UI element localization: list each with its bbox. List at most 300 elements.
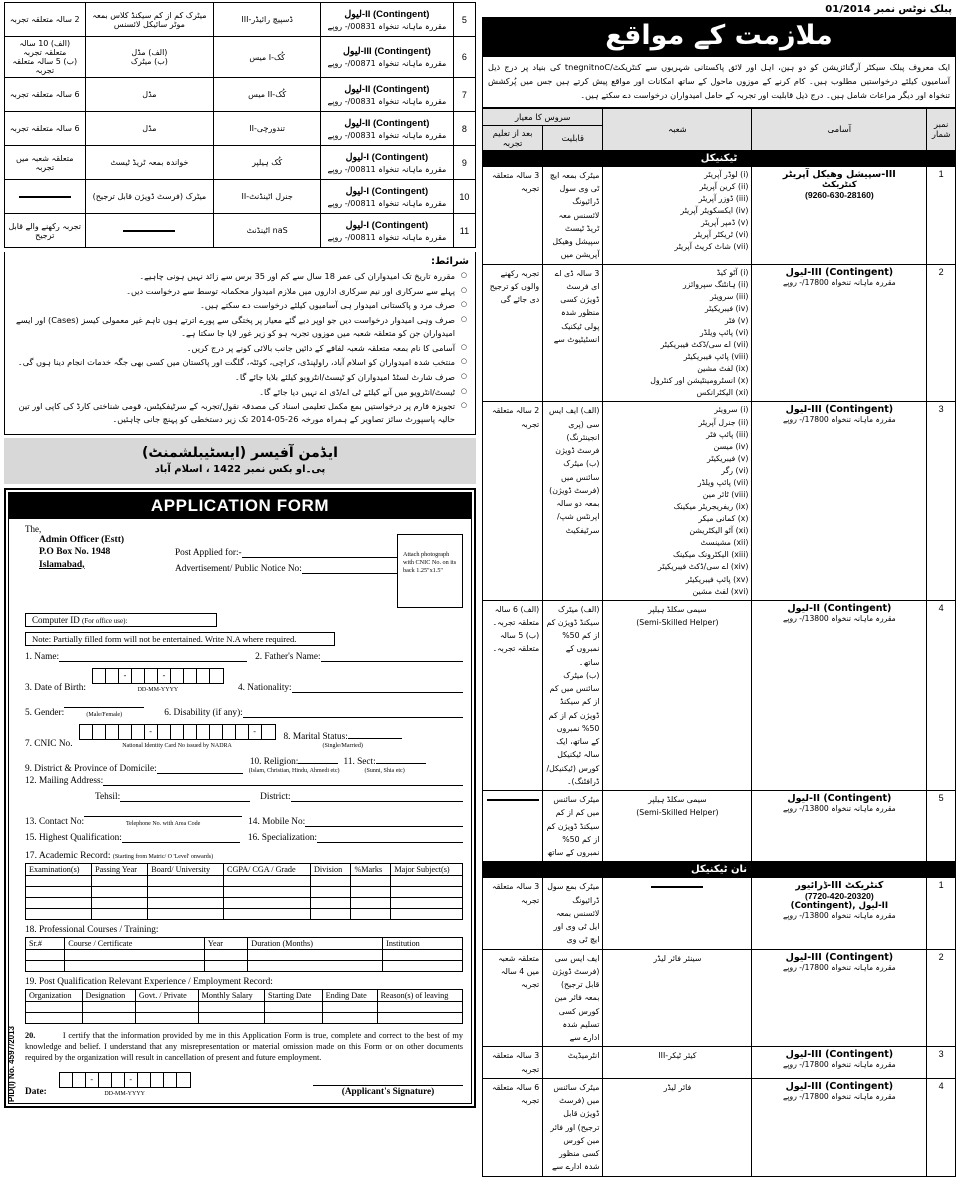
cell-level: لیول-I (Contingent) مقررہ ماہانہ تنخواہ 11800/- روپے: [320, 146, 453, 180]
employment-header-cell: Govt. / Private: [135, 989, 198, 1001]
cell-experience: 3 سالہ متعلقہ تجربہ: [483, 1047, 543, 1079]
academic-cell[interactable]: [351, 897, 391, 908]
post-sub-item: (v) فٹر: [724, 315, 749, 325]
cnic-label: 7. CNIC No.: [25, 738, 73, 749]
condition-item: ○ آسامی کا نام بمعہ متعلقہ شعبہ لفافے کے دائیں جانب بالائی کونے پر درج کریں۔: [11, 342, 469, 355]
cell-experience: متعلقہ شعبہ میں 4 سالہ تجربہ: [483, 949, 543, 1047]
employment-header-cell: Ending Date: [322, 989, 377, 1001]
gender-hint: (Male/Female): [86, 711, 123, 718]
cell-asami: لیول-II (Contingent) مقررہ ماہانہ تنخواہ 13800/- روپے: [752, 791, 927, 862]
course-cell[interactable]: [65, 949, 205, 960]
academic-header-cell: %Marks: [351, 863, 391, 875]
cell-sr: 5: [927, 791, 956, 862]
computer-id-field[interactable]: [25, 613, 217, 627]
table-row: [483, 791, 956, 862]
post-sub-item: (i) سرویئر: [714, 405, 749, 415]
post-sub-item: (i) لوڈر آپریٹر: [704, 169, 749, 179]
post-sub-item: (ix) ریفریجریٹر میکینک: [673, 502, 749, 512]
employment-cell[interactable]: [82, 1012, 135, 1023]
conditions-list: [11, 270, 469, 426]
post-sub-item: (v) ڈمپر آپریٹر: [701, 218, 749, 228]
date-label: Date:: [25, 1087, 47, 1098]
date-boxes[interactable]: - -: [59, 1072, 191, 1088]
academic-cell[interactable]: [224, 886, 311, 897]
post-sub-item: (xv) پائپ فیبریکیٹر: [685, 574, 749, 584]
post-sub-item: (ii) کرین آپریٹر: [699, 181, 749, 191]
cell-qualification: میٹرک (فرسٹ ڈویژن قابل ترجیح): [85, 180, 214, 214]
mailing-address-input[interactable]: [103, 777, 463, 786]
gender-input[interactable]: [64, 699, 144, 708]
course-cell[interactable]: [383, 949, 463, 960]
section-header-label: نان ٹیکنیکل: [483, 862, 956, 878]
academic-cell[interactable]: [310, 886, 350, 897]
addressee-line-2: P.O Box No. 1948: [39, 546, 111, 558]
employment-cell[interactable]: [265, 1001, 323, 1012]
post-sub-item: (vi) ٹریکٹر آپریٹر: [693, 230, 749, 240]
condition-item: ○ منتخب شدہ امیدواران کو اسلام آباد، راولپنڈی، کراچی، کوئٹہ، گلگت اور پاکستان میں کسی بھی جگہ خدمات انجام دینا ہوں گی۔: [11, 356, 469, 369]
sect-label: 11. Sect:: [343, 756, 376, 767]
conditions-section: [4, 252, 476, 435]
academic-row[interactable]: [26, 908, 463, 919]
computer-id-label: Computer ID: [32, 614, 80, 625]
pid-number: PID(I) No. 4597/2013: [7, 1026, 16, 1103]
specialization-input[interactable]: [317, 834, 463, 843]
tehsil-label: Tehsil:: [95, 791, 121, 802]
course-header-cell: Year: [204, 937, 247, 949]
post-sub-item: (xi) آٹو الیکٹریشن: [689, 526, 749, 536]
domicile-input[interactable]: [157, 765, 243, 774]
academic-cell[interactable]: [26, 897, 92, 908]
academic-cell[interactable]: [391, 875, 463, 886]
cell-level: لیول-II (Contingent) مقررہ ماہانہ تنخواہ 13800/- روپے: [320, 112, 453, 146]
cell-asami: لیول-II (Contingent) مقررہ ماہانہ تنخواہ 13800/- روپے: [752, 600, 927, 791]
academic-cell[interactable]: [92, 897, 148, 908]
employment-record-table: [25, 989, 463, 1024]
cell-qualification: (الف) میٹرک سیکنڈ ڈویژن کم از کم 50% نمبروں کے ساتھ۔ (ب) میٹرک سائنس میں کم از کم سیکنڈ ڈویژن کم از کم 50% نمبروں کے ساتھ، ایک سالہ ٹیکنیکل کورس (ٹیکنیکل/ڈرافٹنگ)۔: [543, 600, 603, 791]
post-sub-item: (iii) پائپ فٹر: [706, 429, 749, 439]
right-column: [480, 0, 960, 1182]
name-label: 1. Name:: [25, 651, 60, 662]
cell-level: لیول-III (Contingent) مقررہ ماہانہ تنخواہ 17800/- روپے: [320, 37, 453, 78]
cell-shuba: [603, 402, 752, 600]
employment-header-cell: Reason(s) of leaving: [377, 989, 462, 1001]
table-row: [483, 166, 956, 264]
posts-table: [482, 108, 956, 1177]
cell-shuba: فائر لیڈر: [603, 1078, 752, 1176]
cell-experience: 6 سالہ متعلقہ تجربہ: [5, 112, 86, 146]
cell-qualification: میٹرک کم از کم سیکنڈ کلاس بمعہ موٹر سائیکل لائسنس: [85, 3, 214, 37]
post-applied-input[interactable]: [242, 549, 397, 558]
form-note: [25, 632, 335, 646]
cell-sr: 4: [927, 600, 956, 791]
certification-text: I certify that the information provided by me in this Application Form is true, complete and correct to the best of my knowledge and belief. I understand that any misrepresentation or material omission made on this Form or on other documents required by the organization will result in cancellation of present and future employment.: [25, 1030, 464, 1063]
cell-post: ڈسپیچ رائیڈر-III: [214, 3, 321, 37]
cell-experience: 3 سالہ متعلقہ تجربہ: [483, 878, 543, 949]
domicile-label: 9. District & Province of Domicile:: [25, 763, 157, 774]
employment-header-cell: Designation: [82, 989, 135, 1001]
domicile-row: [25, 755, 463, 774]
condition-item: ○ پہلے سے سرکاری اور نیم سرکاری اداروں میں ملازم امیدوار محکمانہ توسط سے درخواست دیں۔: [11, 285, 469, 298]
cell-sr: 11: [453, 214, 475, 248]
academic-cell[interactable]: [224, 875, 311, 886]
header-experience: بعد از تعلیم تجربہ: [483, 125, 543, 150]
post-sub-item: (xi) الیکٹرانکس: [696, 388, 749, 398]
post-sub-item: (iii) ڈوزر آپریٹر: [698, 193, 749, 203]
cell-sr: 8: [453, 112, 475, 146]
cell-experience: (الف) 6 سالہ متعلقہ تجربہ۔ (ب) 5 سالہ متعلقہ تجربہ۔: [483, 600, 543, 791]
certification-paragraph: [25, 1030, 463, 1064]
academic-row[interactable]: [26, 886, 463, 897]
cell-shuba: سیمی سکلڈ ہیلپر (Semi-Skilled Helper): [603, 600, 752, 791]
course-row[interactable]: [26, 949, 463, 960]
cell-qualification: خواندہ بمعہ ٹریڈ ٹیسٹ: [85, 146, 214, 180]
academic-cell[interactable]: [26, 908, 92, 919]
mailing-address-label: 12. Mailing Address:: [25, 775, 104, 786]
academic-cell[interactable]: [391, 886, 463, 897]
academic-record-label: 17. Academic Record:: [25, 849, 111, 861]
signatory-title: ایڈمن آفیسر (ایسٹیبلشمنٹ): [142, 444, 338, 461]
table-row: [483, 1078, 956, 1176]
cell-qualification: میٹرک بمعہ ایچ ٹی وی سول ڈرائیونگ لائسنس معہ ٹریڈ ٹیسٹ سپیشل وھیکل آپریشن میں: [543, 166, 603, 264]
mobile-input[interactable]: [305, 818, 463, 827]
cell-qualification: انٹرمیڈیٹ: [543, 1047, 603, 1079]
cell-qualification: (الف) ایف ایس سی (پری انجینئرنگ) فرسٹ ڈویژن (ب) میٹرک سائنس میں (فرسٹ ڈویژن) بمعہ دو سالہ اپرنٹس شپ/سرٹیفکیٹ: [543, 402, 603, 600]
tehsil-input[interactable]: [120, 793, 250, 802]
cell-sr: 7: [453, 78, 475, 112]
cell-sr: 2: [927, 264, 956, 402]
cell-experience: متعلقہ شعبہ میں تجربہ: [5, 146, 86, 180]
addressee-line-3: Islamabad,: [39, 558, 85, 570]
cell-post: تندورچی-II: [214, 112, 321, 146]
name-row: [25, 652, 463, 662]
course-cell[interactable]: [204, 949, 247, 960]
employment-header-cell: Starting Date: [265, 989, 323, 1001]
post-sub-item: (ix) لفٹ مشین: [697, 364, 749, 374]
specialization-label: 16. Specialization:: [247, 832, 318, 843]
intro-paragraph: ایک معروف پبلک سیکٹر آرگنائزیشن کو دو ہین، اہل اور لائق پاکستانی شہریوں سے کنٹریکٹ/Contingent کی بنیاد پر درج ذیل آسامیوں کیلئے درخواستیں مطلوب ہیں۔ کام کرنے کے موزوں ماحول کے ساتھ امکانات اور مواقع پیش کرتے ہیں جس میں پُرکشش تنخواہ اور دیگر مراعات شامل ہیں۔ درج ذیل قابلیت اور تجربہ کے حامل امیدواران درخواست دے سکتے ہیں۔: [482, 57, 956, 108]
public-notice-label: پبلک نوٹس نمبر: [874, 4, 952, 15]
public-notice-value: 01/2014: [825, 4, 871, 15]
photo-attach-box: Attach photograph with CNIC No. on its back 1.25"x1.5": [397, 534, 463, 608]
marital-input[interactable]: [348, 730, 402, 739]
course-cell[interactable]: [204, 960, 247, 971]
academic-header-cell: Major Subject(s): [391, 863, 463, 875]
employment-row[interactable]: [26, 1001, 463, 1012]
cell-qualification: مڈل: [85, 112, 214, 146]
application-form-title: APPLICATION FORM: [9, 493, 471, 519]
post-sub-item: (viii) ٹائر مین: [702, 489, 749, 499]
course-cell[interactable]: [248, 960, 383, 971]
cell-qualification: [85, 214, 214, 248]
employment-cell[interactable]: [135, 1001, 198, 1012]
post-sub-item: (vi) پائپ ویلڈر: [699, 327, 749, 337]
sect-hint: (Sunni, Shia etc): [364, 767, 405, 774]
academic-header-cell: Passing Year: [92, 863, 148, 875]
cell-post: کُک ہیلپر: [214, 146, 321, 180]
table-row: [5, 214, 476, 248]
cell-shuba: کیئر ٹیکر-III: [603, 1047, 752, 1079]
course-cell[interactable]: [65, 960, 205, 971]
dob-label: 3. Date of Birth:: [25, 682, 86, 693]
cnic-boxes[interactable]: - -: [79, 724, 276, 740]
academic-cell[interactable]: [310, 897, 350, 908]
header-asami: آسامی: [752, 108, 927, 150]
course-cell[interactable]: [26, 949, 65, 960]
application-form: [4, 488, 476, 1109]
father-name-input[interactable]: [321, 653, 463, 662]
cell-experience: 6 سالہ متعلقہ تجربہ: [483, 1078, 543, 1176]
cnic-hint: National Identity Card No issued by NADRA: [122, 742, 232, 749]
cell-asami: لیول-III (Contingent) مقررہ ماہانہ تنخواہ 17800/- روپے: [752, 264, 927, 402]
employment-cell[interactable]: [26, 1001, 83, 1012]
condition-item: ○ صرف مرد و پاکستانی امیدوار ہی آسامیوں کیلئے درخواست دے سکتے ہیں۔: [11, 299, 469, 312]
cell-experience: [5, 180, 86, 214]
religion-input[interactable]: [298, 755, 338, 764]
cell-sr: 2: [927, 949, 956, 1047]
course-header-cell: Course / Certificate: [65, 937, 205, 949]
course-header-cell: Institution: [383, 937, 463, 949]
professional-courses-table: [25, 937, 463, 972]
academic-cell[interactable]: [351, 886, 391, 897]
academic-cell[interactable]: [391, 908, 463, 919]
course-cell[interactable]: [26, 960, 65, 971]
gender-label: 5. Gender:: [25, 707, 65, 718]
condition-item: ○ ٹیسٹ/انٹرویو میں آنے کیلئے ٹی اے/ڈی اے نہیں دیا جائے گا۔: [11, 386, 469, 399]
applicant-signature-label: (Applicant's Signature): [313, 1085, 463, 1097]
cell-sr: 3: [927, 1047, 956, 1079]
cell-shuba: [603, 878, 752, 949]
academic-cell[interactable]: [26, 886, 92, 897]
employment-cell[interactable]: [198, 1012, 264, 1023]
academic-cell[interactable]: [148, 875, 224, 886]
course-row[interactable]: [26, 960, 463, 971]
post-sub-item: (ii) ہانٹنگ سپروائزر: [682, 279, 749, 289]
course-cell[interactable]: [248, 949, 383, 960]
academic-header-cell: CGPA/ CGA / Grade: [224, 863, 311, 875]
academic-cell[interactable]: [26, 875, 92, 886]
cell-sr: 10: [453, 180, 475, 214]
signatory-address: پی۔او بکس نمبر 2241 ، اسلام آباد: [154, 463, 326, 475]
table-row: [483, 878, 956, 949]
academic-header-cell: Examination(s): [26, 863, 92, 875]
cell-shuba: سینئر فائر لیڈر: [603, 949, 752, 1047]
cell-level: لیول-I (Contingent) مقررہ ماہانہ تنخواہ 11800/- روپے: [320, 214, 453, 248]
employment-cell[interactable]: [377, 1001, 462, 1012]
cell-experience: تجربہ رکھنے والے قابل ترجیح: [5, 214, 86, 248]
academic-header-cell: Division: [310, 863, 350, 875]
academic-record-heading: [25, 850, 463, 861]
cell-experience: 2 سالہ متعلقہ تجربہ: [483, 402, 543, 600]
academic-cell[interactable]: [92, 875, 148, 886]
name-input[interactable]: [59, 653, 247, 662]
contact-row: [25, 808, 463, 827]
post-sub-item: (vii) پائپ ویلڈر: [697, 477, 749, 487]
certification-number: 20.: [25, 1030, 36, 1040]
cell-qualification: ایف ایس سی (فرسٹ ڈویژن قابل ترجیح) بمعہ فائر مین کورس کسی تسلیم شدہ ادارے سے: [543, 949, 603, 1047]
employment-cell[interactable]: [322, 1012, 377, 1023]
cell-sr: 3: [927, 402, 956, 600]
contact-label: 13. Contact No:: [25, 816, 85, 827]
academic-header-cell: Board/ University: [148, 863, 224, 875]
mobile-label: 14. Mobile No:: [248, 816, 306, 827]
nationality-input[interactable]: [292, 684, 463, 693]
employment-cell[interactable]: [198, 1001, 264, 1012]
table-row: [5, 146, 476, 180]
form-note-text: Note: Partially filled form will not be entertained. Write N.A where required.: [32, 633, 297, 644]
condition-item: ○ صرف شارٹ لسٹڈ امیدواران کو ٹیسٹ/انٹرویو کیلئے بلایا جائے گا۔: [11, 371, 469, 384]
religion-label: 10. Religion:: [249, 756, 299, 767]
cell-post: جنرل اٹینڈنٹ-II: [214, 180, 321, 214]
post-sub-item: (vi) رگر: [721, 465, 749, 475]
employment-cell[interactable]: [82, 1001, 135, 1012]
tehsil-district-row: [25, 792, 463, 802]
header-sr: نمبر شمار: [927, 108, 956, 150]
cell-experience: [483, 791, 543, 862]
cell-qualification: میٹرک بمع سول ڈرائیونگ لائسنس بمعہ ایل ٹی وی اور ایچ ٹی وی: [543, 878, 603, 949]
headline-banner: ملازمت کے مواقع: [482, 17, 956, 57]
academic-cell[interactable]: [92, 886, 148, 897]
disability-label: 6. Disability (if any):: [164, 707, 243, 718]
table-row: [483, 402, 956, 600]
highest-qualification-label: 15. Highest Qualification:: [25, 832, 122, 843]
post-sub-item: (iv) فیبریکیٹر: [704, 303, 749, 313]
post-sub-item: (iv) ایکسکویٹر آپریٹر: [680, 206, 749, 216]
post-applied-label: Post Applied for:-: [175, 547, 242, 558]
father-name-label: 2. Father's Name:: [255, 651, 321, 662]
academic-cell[interactable]: [148, 886, 224, 897]
cell-asami: لیول-III (Contingent) مقررہ ماہانہ تنخواہ 17800/- روپے: [752, 1078, 927, 1176]
employment-header-cell: Monthly Salary: [198, 989, 264, 1001]
academic-cell[interactable]: [224, 897, 311, 908]
employment-cell[interactable]: [377, 1012, 462, 1023]
cell-level: لیول-I (Contingent) مقررہ ماہانہ تنخواہ 11800/- روپے: [320, 180, 453, 214]
cell-asami: سپیشل وھیکل آپریٹر-III کنٹریکٹ (9260-630-28160): [752, 166, 927, 264]
header-shuba: شعبہ: [603, 108, 752, 150]
post-sub-item: (viii) پائپ فیبریکیٹر: [683, 352, 749, 362]
header-service-criteria: سروس کا معیار: [483, 108, 603, 125]
employment-row[interactable]: [26, 1012, 463, 1023]
post-sub-item: (x) انسٹرومینٹیشن اور کنٹرول: [650, 376, 749, 386]
religion-hint: (Islam, Christian, Hindu, Ahmedi etc): [248, 767, 340, 774]
employment-cell[interactable]: [26, 1012, 83, 1023]
post-sub-item: (xvi) لفٹ مشین: [692, 586, 749, 596]
cell-experience: 2 سالہ متعلقہ تجربہ: [5, 3, 86, 37]
the-label: The,: [25, 523, 42, 534]
sect-input[interactable]: [376, 755, 426, 764]
academic-cell[interactable]: [148, 908, 224, 919]
highest-qualification-input[interactable]: [122, 834, 240, 843]
cell-asami: لیول-III (Contingent) مقررہ ماہانہ تنخواہ 17800/- روپے: [752, 949, 927, 1047]
cell-post: San اٹینڈنٹ: [214, 214, 321, 248]
post-sub-item: (iii) سرویئر: [709, 291, 749, 301]
table-row: [5, 3, 476, 37]
disability-input[interactable]: [243, 709, 463, 718]
contact-input[interactable]: [84, 808, 242, 817]
section-header-row: [483, 150, 956, 166]
post-sub-item: (xiv) اے سی/ڈکٹ فیبریکیٹر: [658, 562, 749, 572]
addressee-line-1: Admin Officer (Estt): [39, 533, 125, 545]
post-sub-item: (ii) جنرل آپریٹر: [698, 417, 749, 427]
cell-asami: ڈرائیور-III کنٹریکٹ (7720-420-20320) (Contingent), لیول-II مقررہ ماہانہ تنخواہ 13800/- روپے: [752, 878, 927, 949]
dob-row: [25, 668, 463, 693]
dob-hint: DD-MM-YYYY: [137, 686, 179, 693]
section-header-label: ٹیکنیکل: [483, 150, 956, 166]
cell-sr: 4: [927, 1078, 956, 1176]
condition-item: ○ تجویزہ فارم پر درخواستیں بمع مکمل تعلیمی اسناد کی مصدقہ نقول/تجربہ کے سرٹیفکیٹس، قومی شناختی کارڈ کی کاپی اور تین حالیہ پاسپورٹ سائز تصاویر کے ہمراہ مورخہ 26-05-2014 تک زیر دستخطی کو پہنچ جانی چاہئیں۔: [11, 400, 469, 425]
table-row: [483, 949, 956, 1047]
table-row: [5, 78, 476, 112]
post-sub-item: (vii) اے سی/ڈکٹ فیبریکیٹر: [660, 340, 749, 350]
experience-label: 19. Post Qualification Relevant Experience / Employment Record:: [25, 976, 273, 987]
academic-cell[interactable]: [310, 908, 350, 919]
table-row: [5, 112, 476, 146]
continued-posts-table: [4, 2, 476, 248]
course-header-cell: Duration (Months): [248, 937, 383, 949]
academic-cell[interactable]: [351, 908, 391, 919]
advert-no-input[interactable]: [302, 565, 397, 574]
advert-no-label: Advertisement/ Public Notice No:: [175, 563, 302, 574]
qualification-row: [25, 833, 463, 843]
cell-sr: 6: [453, 37, 475, 78]
cnic-row: [25, 724, 463, 749]
table-row: [483, 1047, 956, 1079]
header-qualification: قابلیت: [543, 125, 603, 150]
cell-shuba: سیمی سکلڈ ہیلپر (Semi-Skilled Helper): [603, 791, 752, 862]
employment-cell[interactable]: [265, 1012, 323, 1023]
academic-cell[interactable]: [92, 908, 148, 919]
post-sub-item: (xii) مشینسٹ: [700, 538, 749, 548]
post-sub-item: (xiii) الیکٹرونک میکینک: [672, 550, 749, 560]
cell-sr: 1: [927, 166, 956, 264]
cell-asami: لیول-III (Contingent) مقررہ ماہانہ تنخواہ 17800/- روپے: [752, 402, 927, 600]
cell-post: کُک-II میس: [214, 78, 321, 112]
academic-cell[interactable]: [310, 875, 350, 886]
district-label: District:: [260, 791, 291, 802]
section-header-row: [483, 862, 956, 878]
academic-cell[interactable]: [224, 908, 311, 919]
cell-level: لیول-II (Contingent) مقررہ ماہانہ تنخواہ 13800/- روپے: [320, 78, 453, 112]
table-row: [483, 600, 956, 791]
academic-cell[interactable]: [351, 875, 391, 886]
cell-sr: 1: [927, 878, 956, 949]
course-cell[interactable]: [383, 960, 463, 971]
cell-experience: 3 سالہ متعلقہ تجربہ: [483, 166, 543, 264]
cell-sr: 5: [453, 3, 475, 37]
gender-row: [25, 699, 463, 718]
academic-cell[interactable]: [148, 897, 224, 908]
academic-cell[interactable]: [391, 897, 463, 908]
district-input[interactable]: [291, 793, 463, 802]
table-row: [5, 37, 476, 78]
condition-item: ○ مقررہ تاریخ تک امیدواران کی عمر 18 سال سے کم اور 35 برس سے زائد نہیں ہونی چاہیے۔: [11, 270, 469, 283]
academic-row[interactable]: [26, 875, 463, 886]
mailing-address-row: [25, 776, 463, 786]
date-hint: DD-MM-YYYY: [104, 1091, 146, 1098]
cell-asami: لیول-III (Contingent) مقررہ ماہانہ تنخواہ 17800/- روپے: [752, 1047, 927, 1079]
cell-experience: تجربہ رکھنے والوں کو ترجیح دی جائے گی: [483, 264, 543, 402]
employment-cell[interactable]: [135, 1012, 198, 1023]
post-sub-item: (x) کمانی میکر: [698, 514, 749, 524]
date-signature-row: [25, 1072, 463, 1097]
signature-band: [4, 438, 476, 484]
academic-record-hint: (Starting from Matric/ O 'Level' onwards): [112, 853, 214, 860]
cell-qualification: 3 سالہ ڈی اے ای فرسٹ ڈویژن کسی منظور شدہ پولی ٹیکنیک انسٹیٹیوٹ سے: [543, 264, 603, 402]
contact-hint: Telephone No. with Area Code: [125, 820, 201, 827]
academic-row[interactable]: [26, 897, 463, 908]
dob-boxes[interactable]: - -: [92, 668, 224, 684]
cell-shuba: [603, 166, 752, 264]
employment-cell[interactable]: [322, 1001, 377, 1012]
